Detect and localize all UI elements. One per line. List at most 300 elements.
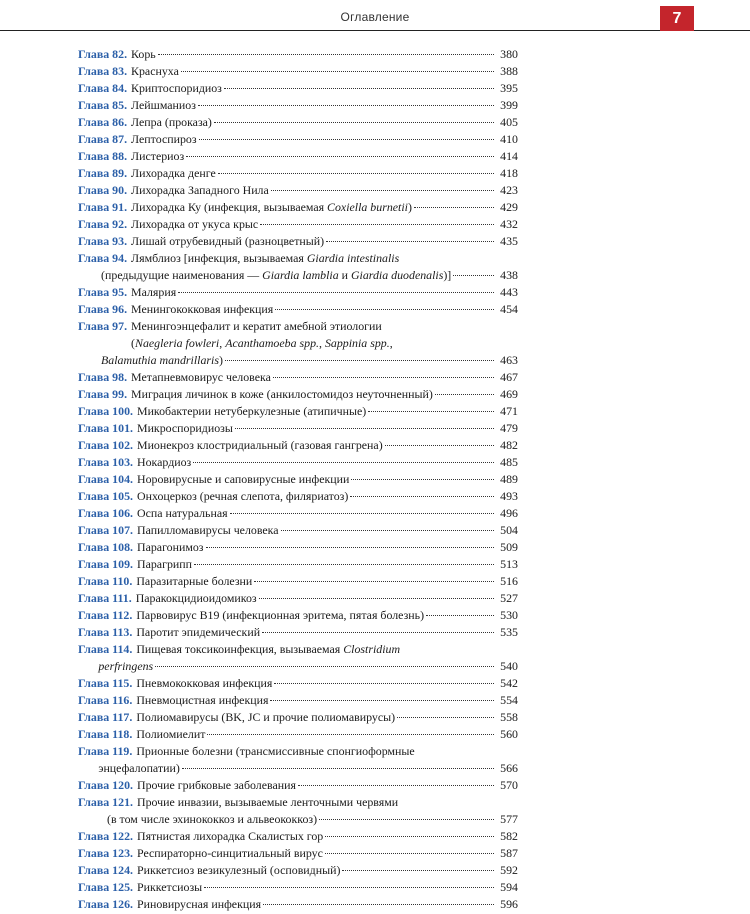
- chapter-label: Глава 110.: [78, 574, 133, 588]
- toc-entry[interactable]: [78, 692, 518, 709]
- chapter-label: Глава 87.: [78, 132, 128, 146]
- chapter-label: Глава 90.: [78, 183, 128, 197]
- entry-title-segment: Листериоз: [131, 149, 185, 163]
- toc-entry-row: [78, 641, 518, 675]
- toc-entry-row: [78, 862, 518, 879]
- entry-title: [131, 148, 184, 165]
- page-number: 577: [500, 812, 518, 826]
- entry-last-line: [131, 216, 518, 233]
- page-number: 509: [500, 540, 518, 554]
- entry-title-segment: Пневмококковая инфекция: [136, 676, 273, 690]
- entry-title-segment: Паразитарные болезни: [136, 574, 253, 588]
- entry-title: [136, 675, 272, 692]
- entry-title-block: [136, 624, 518, 641]
- page-number: 471: [500, 404, 518, 418]
- toc-entry[interactable]: [78, 233, 518, 250]
- entry-title-segment: Малярия: [131, 285, 177, 299]
- toc-entry-row: [78, 522, 518, 539]
- toc-entry-row: [78, 199, 518, 216]
- entry-title-block: [137, 777, 518, 794]
- entry-title-segment: Криптоспоридиоз: [131, 81, 222, 95]
- entry-last-line: [137, 845, 518, 862]
- dot-leader: [207, 734, 494, 735]
- toc-entry[interactable]: [78, 403, 518, 420]
- toc-entry[interactable]: [78, 488, 518, 505]
- entry-last-line: [131, 46, 518, 63]
- toc-entry-row: [78, 80, 518, 97]
- entry-title: [131, 216, 258, 233]
- toc-entry[interactable]: [78, 301, 518, 318]
- entry-title-segment: Лихорадка Западного Нила: [131, 183, 269, 197]
- toc-entry-row: [78, 777, 518, 794]
- entry-last-line: [137, 522, 518, 539]
- toc-entry-row: [78, 454, 518, 471]
- entry-last-line: [136, 692, 518, 709]
- toc-entry[interactable]: [78, 165, 518, 182]
- entry-last-line: [137, 896, 518, 913]
- entry-title-block: [136, 607, 518, 624]
- toc-entry[interactable]: [78, 216, 518, 233]
- entry-title-segment: Лямблиоз [инфекция, вызываемая: [131, 251, 307, 265]
- entry-title-segment: Краснуха: [131, 64, 179, 78]
- toc-entry[interactable]: [78, 539, 518, 556]
- chapter-label: Глава 106.: [78, 506, 133, 520]
- entry-title: [131, 284, 176, 301]
- entry-last-line: [137, 539, 518, 556]
- entry-last-line: [131, 284, 518, 301]
- entry-title: [136, 726, 205, 743]
- page-number: 570: [500, 778, 518, 792]
- entry-title-segment: ,: [389, 336, 393, 350]
- entry-title: [131, 114, 212, 131]
- entry-title-segment: Прочие грибковые заболевания: [137, 778, 296, 792]
- entry-title-block: [136, 675, 518, 692]
- entry-title-block: [137, 420, 518, 437]
- entry-last-line: [137, 420, 518, 437]
- entry-title-segment: Нокардиоз: [137, 455, 192, 469]
- chapter-label: Глава 115.: [78, 676, 133, 690]
- entry-title-segment: Лихорадка денге: [131, 166, 216, 180]
- toc-entry[interactable]: [78, 794, 518, 828]
- entry-title-segment: (предыдущие наименования —: [101, 268, 263, 282]
- toc-entry[interactable]: [78, 675, 518, 692]
- entry-title-block: [137, 845, 518, 862]
- toc-entry[interactable]: [78, 522, 518, 539]
- dot-leader: [414, 207, 494, 208]
- page-number: 485: [500, 455, 518, 469]
- chapter-label: Глава 108.: [78, 540, 133, 554]
- dot-leader: [225, 360, 494, 361]
- chapter-label: Глава 91.: [78, 200, 128, 214]
- toc-entry[interactable]: [78, 182, 518, 199]
- entry-last-line: [137, 879, 518, 896]
- dot-leader: [271, 190, 494, 191]
- dot-leader: [385, 445, 494, 446]
- entry-last-line: [137, 556, 518, 573]
- chapter-label: Глава 113.: [78, 625, 133, 639]
- entry-title-line: [131, 335, 518, 352]
- toc-entry-row: [78, 318, 518, 369]
- page-number: 423: [500, 183, 518, 197]
- entry-title: [136, 692, 268, 709]
- toc-entry[interactable]: [78, 318, 518, 369]
- entry-last-line: [136, 624, 518, 641]
- entry-title-segment: Риккетсиозы: [137, 880, 203, 894]
- entry-last-line: [131, 199, 518, 216]
- entry-last-line: [136, 726, 518, 743]
- dot-leader: [214, 122, 494, 123]
- entry-last-line: [137, 777, 518, 794]
- entry-title: [98, 658, 153, 675]
- entry-title-block: [136, 590, 518, 607]
- chapter-label: Глава 121.: [78, 795, 133, 809]
- entry-title-segment: Лихорадка от укуса крыс: [131, 217, 259, 231]
- entry-last-line: [131, 63, 518, 80]
- page-number: 418: [500, 166, 518, 180]
- chapter-label: Глава 88.: [78, 149, 128, 163]
- toc-entry[interactable]: [78, 726, 518, 743]
- dot-leader: [254, 581, 494, 582]
- entry-title: [137, 454, 191, 471]
- entry-title: [137, 522, 279, 539]
- toc-entry[interactable]: [78, 862, 518, 879]
- chapter-label: Глава 99.: [78, 387, 128, 401]
- page-number: 454: [500, 302, 518, 316]
- entry-title-segment: энцефалопатии): [98, 761, 180, 775]
- entry-title-segment: ): [407, 200, 412, 214]
- toc-entry[interactable]: [78, 743, 518, 777]
- chapter-label: Глава 84.: [78, 81, 128, 95]
- entry-title-block: [131, 46, 518, 63]
- entry-title-segment: Лейшманиоз: [131, 98, 196, 112]
- table-of-contents: [78, 46, 518, 913]
- page-number: 438: [500, 268, 518, 282]
- entry-title-segment: Норовирусные и саповирусные инфекции: [137, 472, 350, 486]
- entry-title-segment: (в том числе эхинококкоз и альвеококкоз): [107, 812, 318, 826]
- toc-entry[interactable]: [78, 607, 518, 624]
- entry-title-block: [107, 794, 518, 828]
- chapter-label: Глава 111.: [78, 591, 132, 605]
- entry-last-line: [136, 590, 518, 607]
- entry-title-block: [136, 709, 518, 726]
- entry-last-line: [137, 471, 518, 488]
- toc-entry-row: [78, 845, 518, 862]
- toc-entry[interactable]: [78, 80, 518, 97]
- entry-title: [131, 233, 324, 250]
- chapter-label: Глава 93.: [78, 234, 128, 248]
- toc-entry-row: [78, 794, 518, 828]
- dot-leader: [181, 71, 494, 72]
- page-number: 587: [500, 846, 518, 860]
- chapter-label: Глава 124.: [78, 863, 133, 877]
- toc-entry[interactable]: [78, 471, 518, 488]
- toc-entry-row: [78, 828, 518, 845]
- toc-entry[interactable]: [78, 709, 518, 726]
- entry-title: [98, 760, 179, 777]
- entry-title-segment: Корь: [131, 47, 156, 61]
- entry-title: [137, 403, 366, 420]
- entry-title-line: [131, 250, 518, 267]
- entry-last-line: [131, 148, 518, 165]
- entry-title: [131, 301, 273, 318]
- entry-title-segment: ,: [219, 336, 226, 350]
- toc-entry[interactable]: [78, 437, 518, 454]
- page-number: 504: [500, 523, 518, 537]
- dot-leader: [224, 88, 494, 89]
- entry-last-line: [131, 131, 518, 148]
- toc-entry[interactable]: [78, 420, 518, 437]
- entry-title: [101, 267, 451, 284]
- entry-title-segment: Парвовирус В19 (инфекционная эритема, пятая болезнь): [136, 608, 425, 622]
- entry-last-line: [136, 675, 518, 692]
- entry-title-segment: Папилломавирусы человека: [137, 523, 279, 537]
- entry-title-italic: Giardia intestinalis: [306, 251, 400, 265]
- page-number: 469: [500, 387, 518, 401]
- chapter-label: Глава 114.: [78, 642, 133, 656]
- page-number: 560: [500, 727, 518, 741]
- page-number: 410: [500, 132, 518, 146]
- entry-last-line: [136, 573, 518, 590]
- toc-entry[interactable]: [78, 454, 518, 471]
- dot-leader: [186, 156, 494, 157]
- chapter-label: Глава 116.: [78, 693, 133, 707]
- entry-last-line: [83, 267, 518, 284]
- page-number: 482: [500, 438, 518, 452]
- page-number: 432: [500, 217, 518, 231]
- entry-last-line: [131, 369, 518, 386]
- toc-entry-row: [78, 216, 518, 233]
- page-number: 479: [500, 421, 518, 435]
- toc-entry[interactable]: [78, 114, 518, 131]
- entry-title-line: [131, 318, 518, 335]
- entry-title-block: [131, 199, 518, 216]
- dot-leader: [259, 598, 494, 599]
- page-number: 558: [500, 710, 518, 724]
- entry-title-block: [137, 505, 518, 522]
- toc-entry[interactable]: [78, 505, 518, 522]
- chapter-label: Глава 96.: [78, 302, 128, 316]
- page-number: 542: [500, 676, 518, 690]
- page-number: 596: [500, 897, 518, 911]
- entry-title: [137, 777, 296, 794]
- entry-title: [131, 165, 216, 182]
- page-number: 554: [500, 693, 518, 707]
- dot-leader: [260, 224, 494, 225]
- chapter-label: Глава 109.: [78, 557, 133, 571]
- entry-title-segment: (: [131, 336, 136, 350]
- chapter-label: Глава 118.: [78, 727, 133, 741]
- entry-title-block: [131, 131, 518, 148]
- entry-title-block: [137, 539, 518, 556]
- entry-title-segment: Лепра (проказа): [131, 115, 212, 129]
- dot-leader: [273, 377, 494, 378]
- entry-title-block: [131, 301, 518, 318]
- chapter-label: Глава 112.: [78, 608, 133, 622]
- chapter-label: Глава 95.: [78, 285, 128, 299]
- entry-title-block: [131, 80, 518, 97]
- chapter-label: Глава 83.: [78, 64, 128, 78]
- entry-title-italic: Giardia lamblia: [262, 268, 339, 282]
- dot-leader: [298, 785, 494, 786]
- toc-entry[interactable]: [78, 369, 518, 386]
- entry-title: [137, 539, 204, 556]
- entry-title-block: [136, 726, 518, 743]
- dot-leader: [199, 139, 494, 140]
- entry-title-italic: Balamuthia mandrillaris: [101, 353, 219, 367]
- chapter-label: Глава 92.: [78, 217, 128, 231]
- toc-entry-row: [78, 114, 518, 131]
- page-number: 594: [500, 880, 518, 894]
- toc-entry-row: [78, 709, 518, 726]
- entry-title-block: [131, 386, 518, 403]
- dot-leader: [453, 275, 494, 276]
- entry-title-segment: Лептоспироз: [131, 132, 197, 146]
- entry-title-segment: Риккетсиоз везикулезный (осповидный): [137, 863, 341, 877]
- entry-last-line: [137, 488, 518, 505]
- toc-entry-row: [78, 131, 518, 148]
- entry-title: [131, 46, 156, 63]
- toc-entry[interactable]: [78, 641, 518, 675]
- dot-leader: [325, 853, 494, 854]
- toc-entry-row: [78, 692, 518, 709]
- entry-title-block: [131, 284, 518, 301]
- entry-title-segment: Респираторно-синцитиальный вирус: [137, 846, 323, 860]
- toc-entry-row: [78, 233, 518, 250]
- entry-title-segment: Полиомавирусы (BK, JC и прочие полиомавирусы): [136, 710, 396, 724]
- toc-entry-row: [78, 369, 518, 386]
- chapter-label: Глава 107.: [78, 523, 133, 537]
- chapter-label: Глава 122.: [78, 829, 133, 843]
- toc-entry[interactable]: [78, 573, 518, 590]
- entry-title: [136, 624, 260, 641]
- page-number: 463: [500, 353, 518, 367]
- toc-entry-row: [78, 284, 518, 301]
- toc-entry[interactable]: [78, 284, 518, 301]
- entry-last-line: [136, 607, 518, 624]
- toc-entry-row: [78, 726, 518, 743]
- entry-title-segment: Пневмоцистная инфекция: [136, 693, 269, 707]
- chapter-label: Глава 98.: [78, 370, 128, 384]
- dot-leader: [325, 836, 494, 837]
- chapter-label: Глава 119.: [78, 744, 133, 758]
- chapter-label: Глава 94.: [78, 251, 128, 265]
- toc-entry-row: [78, 301, 518, 318]
- entry-title-segment: Парагонимоз: [137, 540, 204, 554]
- toc-entry[interactable]: [78, 386, 518, 403]
- entry-title-block: [137, 454, 518, 471]
- entry-title: [137, 862, 340, 879]
- toc-entry[interactable]: [78, 828, 518, 845]
- entry-title-italic: Coxiella burnetii: [327, 200, 408, 214]
- page-number: 467: [500, 370, 518, 384]
- entry-title: [137, 896, 261, 913]
- toc-entry-row: [78, 437, 518, 454]
- toc-entry[interactable]: [78, 63, 518, 80]
- entry-title: [137, 505, 228, 522]
- page-number: 582: [500, 829, 518, 843]
- entry-title-segment: Прионные болезни (трансмиссивные спонгиоформные: [136, 744, 415, 758]
- entry-title: [131, 63, 179, 80]
- toc-entry-row: [78, 505, 518, 522]
- toc-entry[interactable]: [78, 556, 518, 573]
- toc-entry[interactable]: [78, 131, 518, 148]
- dot-leader: [218, 173, 494, 174]
- toc-entry-row: [78, 896, 518, 913]
- chapter-label: Глава 105.: [78, 489, 133, 503]
- chapter-label: Глава 82.: [78, 47, 128, 61]
- entry-title-block: [131, 233, 518, 250]
- toc-entry[interactable]: [78, 250, 518, 284]
- entry-title-italic: Naegleria fowleri: [135, 336, 220, 350]
- page-number: 388: [500, 64, 518, 78]
- entry-title-italic: Clostridium: [343, 642, 401, 656]
- dot-leader: [206, 547, 494, 548]
- toc-entry-row: [78, 675, 518, 692]
- toc-entry-row: [78, 471, 518, 488]
- entry-title: [131, 182, 269, 199]
- dot-leader: [350, 496, 494, 497]
- entry-title-italic: perfringens: [98, 659, 154, 673]
- toc-entry[interactable]: [78, 845, 518, 862]
- running-header-title: Оглавление: [340, 10, 410, 24]
- entry-title-block: [137, 879, 518, 896]
- entry-title-block: [136, 692, 518, 709]
- entry-last-line: [89, 811, 518, 828]
- toc-entry[interactable]: [78, 97, 518, 114]
- dot-leader: [274, 683, 494, 684]
- entry-title: [131, 80, 222, 97]
- entry-title-line: [137, 794, 518, 811]
- toc-entry-row: [78, 488, 518, 505]
- entry-title: [137, 879, 202, 896]
- page-number: 429: [500, 200, 518, 214]
- entry-title-segment: Миграция личинок в коже (анкилостомидоз неуточненный): [131, 387, 433, 401]
- entry-last-line: [137, 403, 518, 420]
- dot-leader: [351, 479, 494, 480]
- header-rule: [0, 30, 750, 31]
- dot-leader: [270, 700, 494, 701]
- entry-last-line: [131, 114, 518, 131]
- entry-last-line: [131, 97, 518, 114]
- page-number: 516: [500, 574, 518, 588]
- dot-leader: [397, 717, 494, 718]
- entry-title-segment: Риновирусная инфекция: [137, 897, 262, 911]
- page-number: 380: [500, 47, 518, 61]
- toc-entry[interactable]: [78, 879, 518, 896]
- toc-entry-row: [78, 624, 518, 641]
- page-number: 399: [500, 98, 518, 112]
- entry-last-line: [137, 862, 518, 879]
- entry-title-segment: Мионекроз клостридиальный (газовая гангрена): [137, 438, 383, 452]
- toc-entry[interactable]: [78, 46, 518, 63]
- entry-title-italic: Giardia duodenalis: [350, 268, 444, 282]
- toc-entry[interactable]: [78, 896, 518, 913]
- toc-entry[interactable]: [78, 624, 518, 641]
- toc-entry-row: [78, 573, 518, 590]
- dot-leader: [342, 870, 494, 871]
- toc-entry[interactable]: [78, 777, 518, 794]
- toc-entry[interactable]: [78, 148, 518, 165]
- entry-title-segment: Паракокцидиоидомикоз: [135, 591, 257, 605]
- entry-title-segment: ,: [319, 336, 325, 350]
- page-number: 493: [500, 489, 518, 503]
- entry-last-line: [131, 182, 518, 199]
- entry-title-segment: Прочие инвазии, вызываемые ленточными червями: [137, 795, 399, 809]
- entry-title-block: [137, 488, 518, 505]
- toc-entry[interactable]: [78, 199, 518, 216]
- toc-entry[interactable]: [78, 590, 518, 607]
- entry-last-line: [136, 709, 518, 726]
